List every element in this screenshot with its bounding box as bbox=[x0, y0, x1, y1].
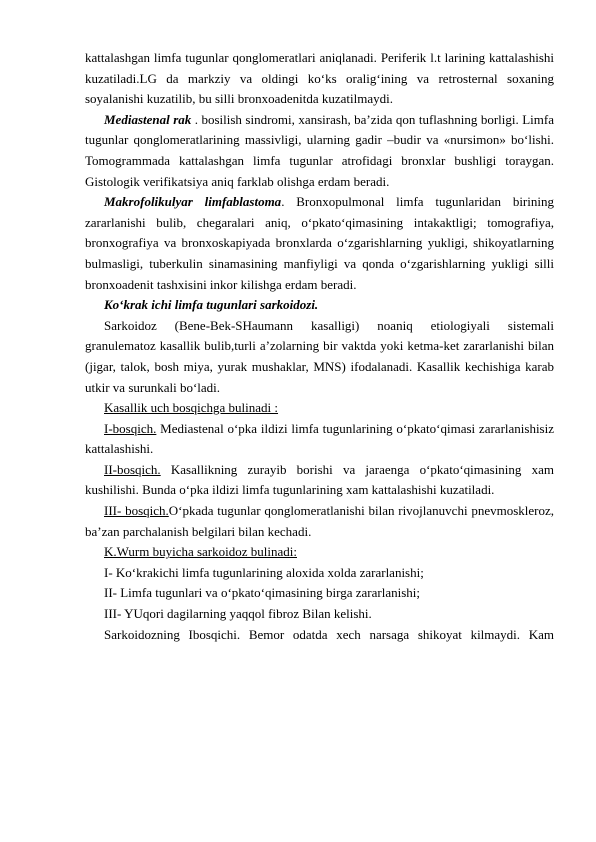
paragraph-text: . bosilish sindromi, xansirash, ba’zida qon tuflashning borligi. Limfa tugunlar qonglomeratlarining massivligi, ularning gadir –budir va «nursimon» bo‘lishi. Tomogrammada kattalashgan limfa tugunlar atrofidagi bronxlar bushligi toraygan. Gistologik verifikatsiya aniq farklab olishga erdam beradi. bbox=[85, 111, 554, 189]
underlined-text: Kasallik uch bosqichga bulinadi : bbox=[104, 400, 279, 416]
paragraph-stage-3 bbox=[85, 501, 554, 542]
term-mediastenal-rak: Mediastenal rak bbox=[104, 111, 192, 127]
paragraph-stages-intro bbox=[85, 398, 554, 419]
paragraph-text: Mediastenal o‘pka ildizi limfa tugunlarining o‘pkato‘qimasi zararlanishisiz kattalashishi. bbox=[85, 420, 554, 457]
paragraph-wurm-intro bbox=[85, 542, 554, 563]
paragraph-stage-1 bbox=[85, 419, 554, 460]
paragraph-stage-1-description bbox=[85, 625, 554, 646]
list-item-wurm-2 bbox=[85, 583, 554, 604]
paragraph-text: Sarkoidozning Ibosqichi. Bemor odatda xech narsaga shikoyat kilmaydi. Kam bbox=[104, 626, 554, 642]
paragraph-stage-2 bbox=[85, 460, 554, 501]
underlined-text: K.Wurm buyicha sarkoidoz bulinadi: bbox=[104, 544, 297, 560]
term-limfablastoma: Makrofolikulyar limfablastoma bbox=[104, 194, 282, 210]
paragraph-text: kattalashgan limfa tugunlar qonglomeratlari aniqlanadi. Periferik l.t larining kattalashishi kuzatiladi.LG da markziy va oldingi ko‘ks oralig‘ining va retrosternal soxaning soyalanishi kuzatilib, bu silli bronxoadenitda kuzatilmaydi. bbox=[85, 50, 554, 107]
paragraph-text: . Bronxopulmonal limfa tugunlaridan birining zararlanishi bulib, chegaralari aniq, o‘pkato‘qimasining intakaktligi; tomografiya, bronxografiya va bronxoskapiyada bronxlarda o‘zgarishlarning yukligi, shikoyatlarning bulmasligi, tuberkulin sinamasining manfiyligi va qonda o‘zgarishlarning yukligi silli bronxoadenit tashxisini inkor kilishga erdam beradi. bbox=[85, 194, 554, 292]
paragraph-periferik bbox=[85, 48, 554, 110]
stage-label: I-bosqich. bbox=[104, 420, 157, 436]
paragraph-text: Sarkoidoz (Bene-Bek-SHaumann kasalligi) noaniq etiologiyali sistemali granulematoz kasallik bulib,turli a’zolarning bir vaktda yoki ketma-ket zararlanishi bilan (jigar, talok, bosh miya, yurak mushaklar, MNS) ifodalanadi. Kasallik kechishiga karab utkir va surunkali bo‘ladi. bbox=[85, 317, 554, 395]
paragraph-mediastenal-rak bbox=[85, 110, 554, 192]
section-heading-sarkoidoz bbox=[85, 295, 554, 316]
stage-label: III- bosqich. bbox=[104, 503, 169, 519]
list-item-wurm-1 bbox=[85, 563, 554, 584]
stage-label: II-bosqich. bbox=[104, 461, 161, 477]
paragraph-sarkoidoz-definition bbox=[85, 316, 554, 398]
list-item-wurm-3 bbox=[85, 604, 554, 625]
paragraph-text: I- Ko‘krakichi limfa tugunlarining aloxida xolda zararlanishi; bbox=[104, 564, 424, 580]
paragraph-limfablastoma bbox=[85, 192, 554, 295]
paragraph-text: III- YUqori dagilarning yaqqol fibroz Bilan kelishi. bbox=[104, 606, 372, 622]
paragraph-text: O‘pkada tugunlar qonglomeratlanishi bilan rivojlanuvchi pnevmoskleroz, ba’zan parchalanish belgilari bilan kechadi. bbox=[85, 503, 554, 539]
paragraph-text: II- Limfa tugunlari va o‘pkato‘qimasining birga zararlanishi; bbox=[104, 585, 420, 601]
paragraph-text: Kasallikning zurayib borishi va jaraenga o‘pkato‘qimasining xam kushilishi. Bunda o‘pka ildizi limfa tugunlarining xam kattalashishi kuzatiladi. bbox=[85, 461, 554, 498]
heading-text: Ko‘krak ichi limfa tugunlari sarkoidozi. bbox=[104, 297, 319, 313]
